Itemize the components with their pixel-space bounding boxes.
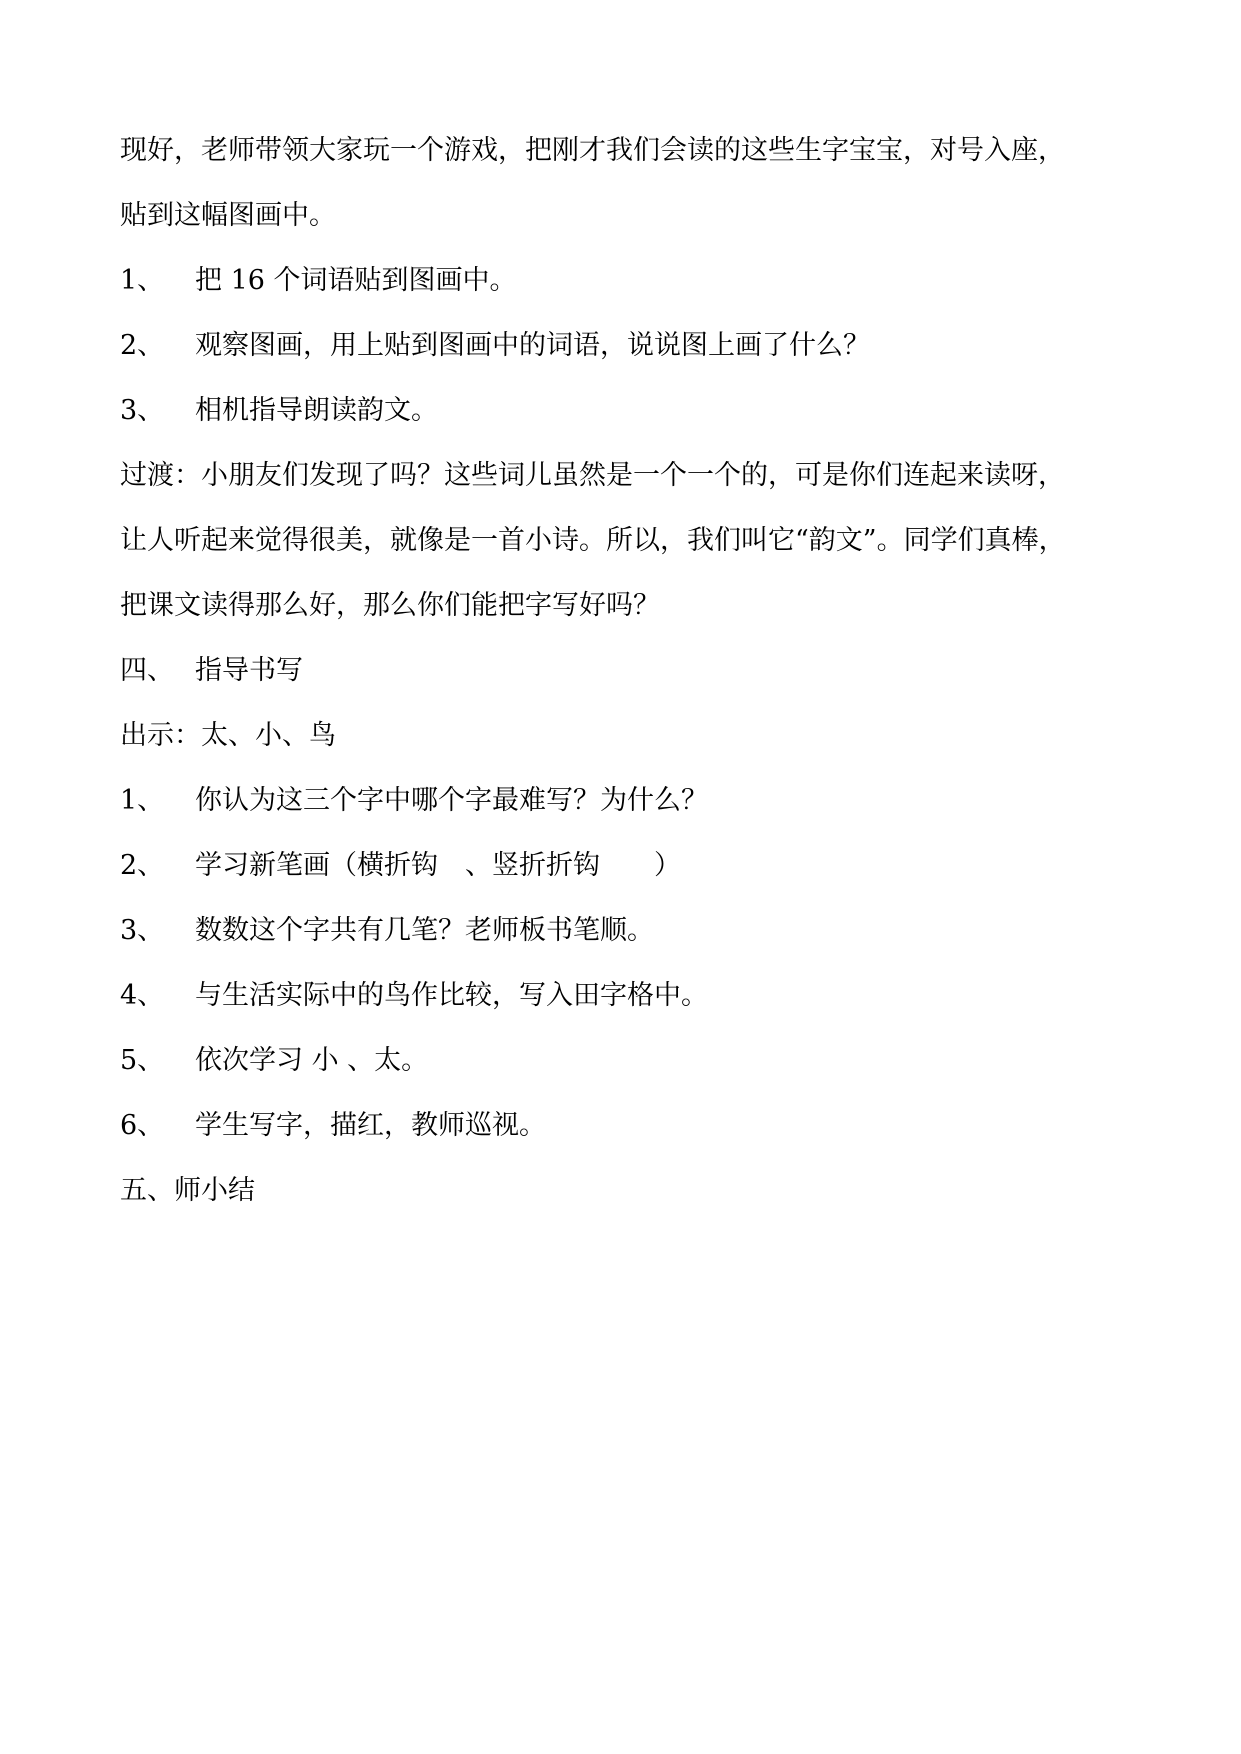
step-text: 相机指导朗读韵文。 <box>195 395 438 426</box>
step-number: 3、 <box>120 395 165 426</box>
step-number: 3、 <box>120 915 165 946</box>
step-number: 4、 <box>120 980 165 1011</box>
step-item <box>120 1108 546 1144</box>
step-text: 你认为这三个字中哪个字最难写？为什么？ <box>195 785 708 816</box>
step-number: 6、 <box>120 1110 165 1141</box>
step-item <box>120 913 654 949</box>
section-number: 四、 <box>120 655 174 686</box>
step-item <box>120 783 708 819</box>
step-item <box>120 1043 428 1079</box>
step-text: 学习新笔画（横折钩 、竖折折钩 ） <box>195 850 681 881</box>
step-number: 2、 <box>120 850 165 881</box>
step-number: 2、 <box>120 330 165 361</box>
paragraph-line: 把课文读得那么好，那么你们能把字写好吗？ <box>120 590 660 621</box>
paragraph-line: 出示：太、小、鸟 <box>120 720 336 751</box>
step-number: 1、 <box>120 785 165 816</box>
step-text: 把 16 个词语贴到图画中。 <box>195 265 517 296</box>
step-item <box>120 978 708 1014</box>
step-text: 学生写字，描红，教师巡视。 <box>195 1110 546 1141</box>
step-text: 观察图画，用上贴到图画中的词语，说说图上画了什么？ <box>195 330 870 361</box>
step-text: 依次学习 小 、太。 <box>195 1045 429 1076</box>
step-item <box>120 393 438 429</box>
section-heading <box>120 653 303 689</box>
step-item <box>120 328 870 364</box>
step-number: 1、 <box>120 265 165 296</box>
step-number: 5、 <box>120 1045 165 1076</box>
paragraph-line: 贴到这幅图画中。 <box>120 200 336 231</box>
step-text: 数数这个字共有几笔？老师板书笔顺。 <box>195 915 654 946</box>
paragraph-line: 让人听起来觉得很美，就像是一首小诗。所以，我们叫它“韵文”。同学们真棒， <box>120 525 1066 556</box>
paragraph-line: 现好，老师带领大家玩一个游戏，把刚才我们会读的这些生字宝宝，对号入座， <box>120 135 1065 166</box>
section-title: 指导书写 <box>195 655 303 686</box>
step-item <box>120 263 517 299</box>
step-item <box>120 848 681 884</box>
step-text: 与生活实际中的鸟作比较，写入田字格中。 <box>195 980 708 1011</box>
paragraph-line: 过渡：小朋友们发现了吗？这些词儿虽然是一个一个的，可是你们连起来读呀， <box>120 460 1065 491</box>
section-heading: 五、师小结 <box>120 1175 255 1206</box>
